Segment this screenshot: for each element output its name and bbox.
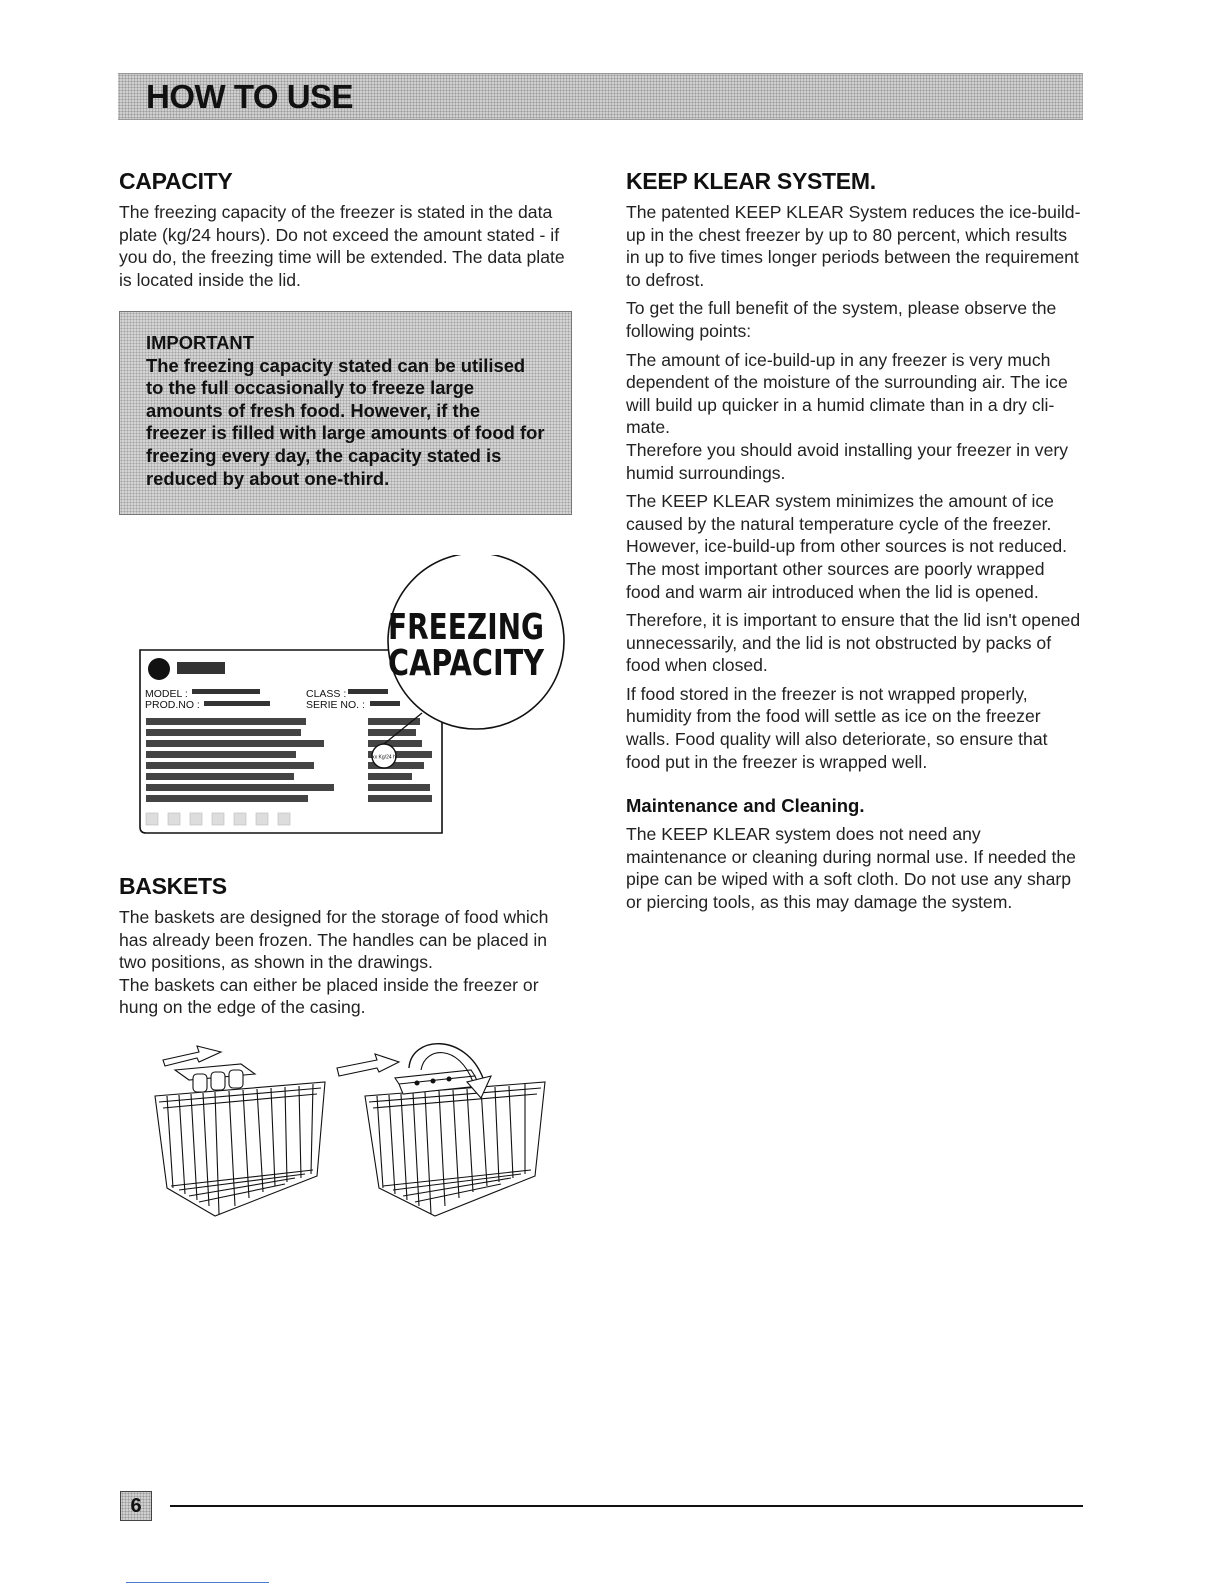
data-plate-drawing	[110, 555, 580, 845]
baskets-section	[119, 873, 579, 1025]
capacity-circle-label: xx Kg/24 h	[372, 754, 396, 761]
page-title: HOW TO USE	[146, 78, 354, 115]
keep-klear-paragraph-4: Therefore you should avoid installing your freezer in very humid surroundings.	[626, 439, 1069, 483]
maintenance-text: The KEEP KLEAR system does not need any maintenance or cleaning during normal use. If needed the pipe can be wiped with a soft cloth. Do not use any sharp or piercing tools, as this may damage the system.	[626, 824, 1076, 913]
basket-illustration	[145, 1038, 555, 1228]
keep-klear-paragraph-1: The patented KEEP KLEAR System reduces the ice-build-up in the chest freezer by up to 80 percent, which results in up to five times longer periods between the requirement to defrost.	[626, 202, 1081, 290]
capacity-section	[119, 168, 579, 297]
keep-klear-paragraph-3: The amount of ice-build-up in any freezer is very much dependent of the moisture of the surrounding air. The ice will build up quicker in a humid climate than in a dry cli-mate.	[626, 349, 1068, 438]
keep-klear-paragraph-7: If food stored in the freezer is not wrapped properly, humidity from the food will settle as ice on the freezer walls. Food quality will also deteriorate, so ensure that food put in the freezer is wrapped well.	[626, 683, 1048, 772]
capacity-heading: CAPACITY	[119, 168, 233, 194]
section-header-bar	[118, 73, 1083, 120]
keep-klear-paragraph-2: To get the full benefit of the system, please observe the following points:	[626, 298, 1057, 341]
capacity-text: The freezing capacity of the freezer is stated in the data plate (kg/24 hours). Do not exceed the amount stated - if you do, the freezing time will be extended. The data plate is located inside the lid.	[119, 202, 565, 290]
keep-klear-section	[626, 168, 1081, 920]
brand-logo-icon	[148, 658, 170, 680]
baskets-text-1: The baskets are designed for the storage of food which has already been frozen. The handles can be placed in two positions, as shown in the drawings.	[119, 907, 549, 973]
keep-klear-paragraph-6: Therefore, it is important to ensure that the lid isn't opened unnecessarily, and the lid is not obstructed by packs of food when closed.	[626, 610, 1081, 676]
class-label: CLASS :	[306, 688, 347, 700]
keep-klear-paragraph-5: The KEEP KLEAR system minimizes the amount of ice caused by the natural temperature cycle of the freezer. However, ice-build-up from other sources is not reduced. The most important other sources are poorly wrapped food and warm air introduced when the lid is opened.	[626, 491, 1068, 602]
page-number: 6	[120, 1491, 152, 1521]
footer-rule	[170, 1505, 1083, 1507]
class-value-redacted	[348, 689, 388, 694]
model-value-redacted	[192, 689, 260, 694]
brand-name-redacted	[177, 662, 225, 674]
important-notice-box	[119, 311, 572, 515]
basket-drawings	[145, 1038, 555, 1228]
bottom-link-underline	[126, 1582, 269, 1583]
keep-klear-heading: KEEP KLEAR SYSTEM.	[626, 168, 876, 194]
basket-right-drawing	[337, 1044, 545, 1216]
callout-text-line1: FREEZING	[388, 607, 544, 648]
baskets-text-2: The baskets can either be placed inside the freezer or hung on the edge of the casing.	[119, 974, 539, 1018]
important-text: The freezing capacity stated can be utilised to the full occasionally to freeze large amounts of fresh food. However, if the freezer is filled with large amounts of food for freezing every day, the capacity stated is reduced by about one-third.	[146, 354, 545, 489]
serie-label: SERIE NO. :	[306, 699, 365, 711]
baskets-heading: BASKETS	[119, 873, 227, 899]
model-label: MODEL :	[145, 688, 188, 700]
important-heading: IMPORTANT	[146, 332, 254, 353]
prod-value-redacted	[204, 701, 270, 706]
maintenance-section	[626, 795, 1081, 913]
callout-text-line2: CAPACITY	[388, 643, 545, 684]
basket-left-drawing	[155, 1046, 325, 1216]
maintenance-heading: Maintenance and Cleaning.	[626, 795, 865, 817]
serie-value-redacted	[370, 701, 400, 706]
prod-label: PROD.NO :	[145, 699, 200, 711]
data-plate-illustration	[110, 555, 580, 845]
